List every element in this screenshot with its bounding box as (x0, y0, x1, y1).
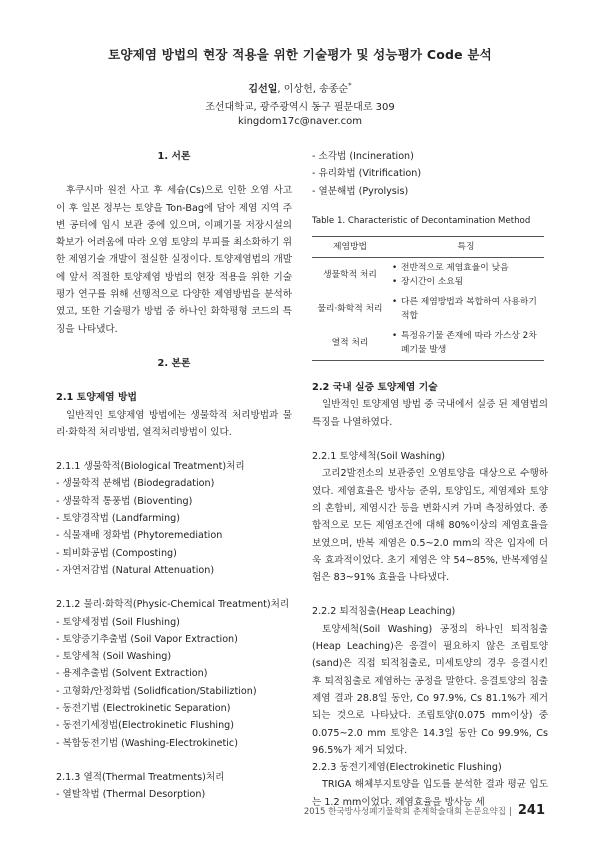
list-item: - 복합동전기법 (Washing-Electrokinetic) (56, 737, 238, 749)
feature-item: • 다른 제염방법과 복합하여 사용하기 적합 (401, 295, 541, 323)
list-item: - 소각법 (Incineration) (312, 151, 414, 162)
intro-paragraph: 후쿠시마 원전 사고 후 세슘(Cs)으로 인한 오염 사고 이 후 일본 정부는 토양을 Ton-Bag에 담아 제염 지역 주변 공터에 임시 보관 중에 있으며, 이폐기물 저장시설의 확보가 어려움에 따라 오염 토양의 부피를 최소화하기 위한 제염기술 개발이 절실한 실정이다. 토양제염법의 개발에 앞서 적절한 토양제염 방법의 현장 적용을 위한 기술평가 연구를 위해 선행적으로 다양한 제염방법을 분석하였고, 또한 기술평가 방법 중 하나인 화학평형 코드의 특징을 나타냈다. (56, 185, 292, 335)
list-item: - 동전기세정법(Electrokinetic Flushing) (56, 720, 235, 732)
section-2-2-1-heading: 2.2.1 토양세척(Soil Washing) (312, 451, 446, 463)
list-item: - 열분해법 (Pyrolysis) (312, 185, 409, 197)
list-item: - 용제추출법 (Solvent Extraction) (56, 668, 208, 680)
section-2-2-heading: 2.2 국내 실증 토양제염 기술 (312, 382, 438, 394)
section-2-2-paragraph: 일반적인 토양제염 방법 중 국내에서 실증 된 제염법의 특징을 나열하였다. (312, 399, 548, 428)
feature-item: • 전반적으로 제염효율이 낮음 (401, 261, 541, 275)
feature-item: • 장시간이 소요됨 (401, 275, 541, 289)
author-email: kingdom17c@naver.com (238, 116, 362, 127)
section-2-2-2-heading: 2.2.2 퇴적침출(Heap Leaching) (312, 606, 456, 618)
list-item: - 생물학적 분해법 (Biodegradation) (56, 478, 215, 490)
features-cell (388, 326, 544, 361)
footer-separator: | (508, 807, 512, 817)
page-footer (304, 803, 545, 818)
list-item: - 퇴비화공법 (Composting) (56, 547, 177, 559)
table-row (312, 292, 544, 326)
intro-heading: 1. 서론 (157, 151, 191, 162)
list-item: - 토양경작법 (Landfarming) (56, 513, 180, 525)
section-2-2-3-paragraph: TRIGA 해체부지토양을 입도를 분석한 결과 평균 입도는 1.2 mm이었다. 제염효율을 방사능 세 (312, 779, 548, 808)
table-header-row (312, 237, 544, 258)
page-number: 241 (517, 803, 545, 818)
features-cell (388, 292, 544, 326)
lead-author: 김선일 (248, 84, 278, 95)
left-column (56, 148, 292, 804)
list-item: - 동전기법 (Electrokinetic Separation) (56, 703, 231, 715)
list-item: - 토양세척 (Soil Washing) (56, 651, 172, 663)
section-2-1-3-heading: 2.1.3 열적(Thermal Treatments)처리 (56, 771, 225, 783)
list-item: - 생물학적 통풍법 (Bioventing) (56, 495, 193, 507)
method-cell: 물리·화학적 처리 (317, 304, 383, 315)
footer-text: 2015 한국방사성폐기물학회 춘계학술대회 논문요약집 (303, 807, 506, 817)
paper-title: 토양제염 방법의 현장 적용을 위한 기술평가 및 성능평가 Code 분석 (108, 47, 492, 62)
list-item: - 유리화법 (Vitrification) (312, 168, 422, 180)
list-item: - 식물재배 정화법 (Phytoremediation (56, 530, 223, 542)
affiliation: 조선대학교, 광주광역시 동구 필문대로 309 (205, 102, 395, 113)
method-cell: 생물학적 처리 (323, 270, 377, 281)
decontamination-table (312, 236, 544, 361)
section-2-1-2-heading: 2.1.2 물리·화학적(Physic-Chemical Treatment)처리 (56, 599, 290, 611)
method-cell: 열적 처리 (312, 326, 388, 361)
list-item: - 토양세정법 (Soil Flushing) (56, 616, 180, 628)
table-row (312, 258, 544, 293)
section-2-2-2-paragraph: 토양세척(Soil Washing) 공정의 하나인 퇴적침출(Heap Leaching)은 응결이 필요하지 않은 조립토양(sand)은 직접 퇴적침출로, 미세토양의 경우 응결시킨 후 퇴적침출로 제염하는 공정을 말한다. 응결토양의 침출 제염 결과 28.8일 동안, Co 97.9%, Cs 81.1%가 제거되는 것으로 나타났다. 조립토양(0.075 mm이상) 중 0.075~2.0 mm 토양은 14.3일 동안 Co 99.9%, Cs 96.5%가 제거 되었다. (312, 623, 548, 756)
features-cell (388, 258, 544, 293)
body-heading: 2. 본론 (157, 357, 191, 369)
section-2-2-1-paragraph: 고리2발전소의 보관중인 오염토양을 대상으로 수행하였다. 제염효율은 방사능 준위, 토양입도, 제염제와 토양의 혼합비, 제염시간 등을 변화시켜 가며 측정하였다. 종합적으로 모든 제염조건에 대해 80%이상의 제염효율을 보였으며, 반복 제염은 0.5~2.0 mm의 작은 입자에 더욱 효과적이었다. 초기 제염은 약 54~85%, 반복제염실험은 83~91% 효율을 나타냈다. (312, 468, 548, 584)
author-line (0, 80, 600, 95)
section-2-1-paragraph: 일반적인 토양제염 방법에는 생물학적 처리방법과 물리·화학적 처리방법, 열적처리방법이 있다. (56, 409, 292, 438)
list-item: - 고형화/안정화법 (Solidfication/Stabiliztion) (56, 685, 257, 697)
table-header-cell: 특징 (388, 237, 544, 258)
section-2-1-1-heading: 2.1.1 생물학적(Biological Treatment)처리 (56, 461, 245, 473)
section-2-1-heading: 2.1 토양제염 방법 (56, 392, 137, 404)
section-2-2-3-heading: 2.2.3 동전기제염(Electrokinetic Flushing) (312, 762, 502, 774)
list-item: - 자연저감법 (Natural Attenuation) (56, 564, 215, 576)
list-item: - 토양증기추출법 (Soil Vapor Extraction) (56, 633, 238, 645)
table-caption: Table 1. Characteristic of Decontamination Method (312, 215, 531, 226)
co-authors: , 이상헌, 송종순 (277, 84, 349, 95)
corresponding-mark: * (348, 81, 352, 90)
feature-item: • 특정유기물 존재에 따라 가스상 2차 폐기물 발생 (401, 329, 541, 357)
table-header-cell: 제염방법 (312, 237, 388, 258)
right-column (312, 148, 548, 811)
list-item: - 열탈착법 (Thermal Desorption) (56, 789, 206, 801)
table-row (312, 326, 544, 361)
